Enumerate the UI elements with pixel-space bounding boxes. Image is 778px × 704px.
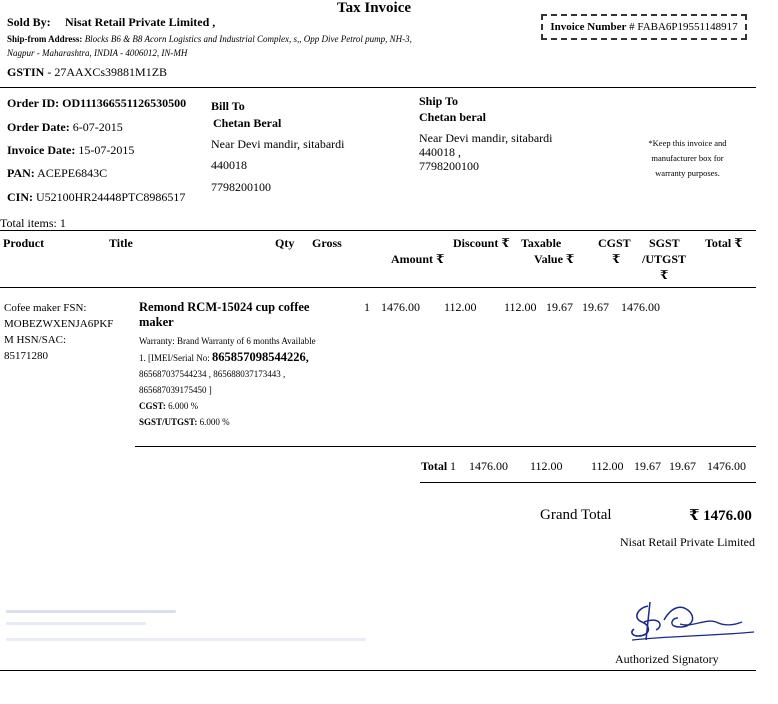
pan-label: PAN:: [7, 166, 35, 180]
col-taxable-l1: Taxable: [521, 236, 562, 250]
bill-to-pin: 440018: [211, 158, 247, 172]
item-taxable: 112.00: [504, 300, 537, 314]
warranty-note: [630, 136, 745, 181]
warranty-note-line1: *Keep this invoice and: [648, 138, 727, 148]
faint-text-line: [6, 638, 366, 641]
order-date-label: Order Date:: [7, 120, 70, 134]
cin-label: CIN:: [7, 190, 33, 204]
item-product-l2: MOBEZWXENJA6PKF: [4, 318, 114, 330]
seller-name: Nisat Retail Private Limited ,: [65, 15, 216, 29]
item-sgst-label: SGST/UTGST:: [139, 417, 198, 427]
totals-discount: 112.00: [530, 459, 563, 473]
page-title: Tax Invoice: [337, 0, 412, 16]
totals-cgst: 19.67: [634, 459, 661, 473]
bill-to-label: Bill To: [211, 99, 245, 113]
invoice-date-label: Invoice Date:: [7, 143, 76, 157]
col-discount: Discount ₹: [453, 236, 510, 250]
invoice-date-line: [7, 143, 134, 158]
item-product-l1: Cofee maker FSN:: [4, 302, 87, 314]
col-product: Product: [3, 236, 45, 250]
totals-total: 1476.00: [707, 459, 746, 473]
totals-label: Total: [421, 459, 448, 473]
divider-top: [0, 87, 756, 88]
item-cgst-rate-line: [139, 398, 316, 414]
invoice-number-label: Invoice Number: [550, 21, 627, 33]
bill-to-phone: 7798200100: [211, 180, 271, 194]
item-title-block: [139, 300, 316, 430]
order-id-value: OD111366551126530500: [62, 96, 187, 110]
ship-from-address-line1: Blocks B6 & B8 Acorn Logistics and Industrial Complex, s,, Opp Dive Petrol pump, NH-3,: [84, 34, 412, 44]
item-imei-line1: 1. [IMEI/Serial No: 865857098544226,: [139, 350, 309, 364]
order-date-line: [7, 120, 123, 135]
order-date-value: 6-07-2015: [69, 120, 123, 134]
col-sgst-l3: ₹: [660, 268, 669, 282]
bill-to-name: Chetan Beral: [213, 116, 282, 130]
item-total: 1476.00: [621, 300, 660, 314]
col-cgst-l1: CGST: [598, 236, 631, 250]
divider-header-top: [0, 230, 756, 231]
ship-to-address: Near Devi mandir, sitabardi: [419, 131, 553, 145]
total-items: Total items: 1: [0, 216, 66, 230]
ship-to-name: Chetan beral: [419, 110, 486, 124]
col-qty: Qty: [275, 236, 295, 250]
item-sgst-rate: 6.000 %: [197, 417, 230, 427]
item-cgst-label: CGST:: [139, 401, 166, 411]
signature-scribble: [620, 596, 760, 646]
ship-from-address-line2: Nagpur - Maharashtra, INDIA - 4006012, IN-MH: [7, 48, 188, 58]
col-gross: Gross: [312, 236, 342, 250]
gstin-value: - 27AAXCs39881M1ZB: [44, 65, 168, 79]
item-cgst-rate: 6.000 %: [165, 401, 199, 411]
item-gross: 1476.00: [381, 300, 420, 314]
sold-by-label: Sold By:: [7, 15, 51, 29]
pan-value: ACEPE6843C: [34, 166, 108, 180]
ship-to-label: Ship To: [419, 94, 459, 108]
invoice-date-value: 15-07-2015: [75, 143, 135, 157]
cin-value: U52100HR24448PTC8986517: [33, 190, 186, 204]
ship-to-pin: 440018 ,: [419, 145, 461, 159]
item-product: [4, 300, 113, 364]
gstin-label: GSTIN: [7, 65, 45, 79]
item-product-l4: 85171280: [4, 350, 48, 362]
ship-from-label: Ship-from Address:: [7, 34, 83, 44]
divider-totals: [420, 482, 756, 483]
authorized-signatory-label: Authorized Signatory: [615, 652, 719, 666]
item-qty: 1: [364, 300, 370, 314]
item-cgst: 19.67: [546, 300, 573, 314]
pan-line: [7, 166, 107, 181]
divider-items-bottom: [135, 446, 756, 447]
item-title-l2: maker: [139, 315, 174, 329]
item-imei-prefix: 1. [IMEI/Serial No:: [139, 353, 212, 363]
ship-from-line: [7, 34, 412, 44]
col-title: Title: [109, 236, 133, 250]
totals-gross: 1476.00: [469, 459, 508, 473]
warranty-note-line3: warranty purposes.: [655, 168, 720, 178]
item-sgst-rate-line: [139, 414, 316, 430]
item-sgst: 19.67: [582, 300, 609, 314]
totals-taxable: 112.00: [591, 459, 624, 473]
item-title-l1: Remond RCM-15024 cup coffee: [139, 300, 310, 314]
faint-text-line: [6, 610, 176, 613]
grand-total-value: ₹ 1476.00: [689, 508, 752, 524]
cin-line: [7, 190, 185, 205]
order-id-line: [7, 96, 186, 111]
invoice-number-box: [541, 14, 747, 40]
divider-bottom: [0, 670, 756, 671]
faint-text-line: [6, 622, 146, 625]
col-sgst-l2: /UTGST: [642, 252, 687, 266]
col-total: Total ₹: [705, 236, 743, 250]
item-product-l3: M HSN/SAC:: [4, 334, 67, 346]
gstin-line: [7, 65, 167, 80]
col-amount: Amount ₹: [391, 252, 445, 266]
totals-sgst: 19.67: [669, 459, 696, 473]
item-imei-main: 865857098544226: [211, 350, 306, 364]
ship-to-phone: 7798200100: [419, 159, 479, 173]
grand-total-company: Nisat Retail Private Limited: [620, 535, 755, 549]
col-cgst-l2: ₹: [612, 252, 621, 266]
order-id-label: Order ID:: [7, 96, 60, 110]
warranty-note-line2: manufacturer box for: [651, 153, 724, 163]
col-taxable-l2: Value ₹: [534, 252, 575, 266]
item-discount: 112.00: [444, 300, 477, 314]
col-sgst-l1: SGST: [649, 236, 680, 250]
grand-total-label: Grand Total: [540, 507, 612, 523]
item-warranty: Warranty: Brand Warranty of 6 months Available: [139, 336, 316, 346]
invoice-number-value: # FABA6P19551148917: [626, 21, 738, 33]
divider-header-bottom: [0, 287, 756, 288]
item-imei-line3: 865687039175450 ]: [139, 385, 212, 395]
item-imei-line2: 865687037544234 , 865688037173443 ,: [139, 369, 286, 379]
totals-qty: 1: [450, 459, 456, 473]
bill-to-address: Near Devi mandir, sitabardi: [211, 137, 345, 151]
